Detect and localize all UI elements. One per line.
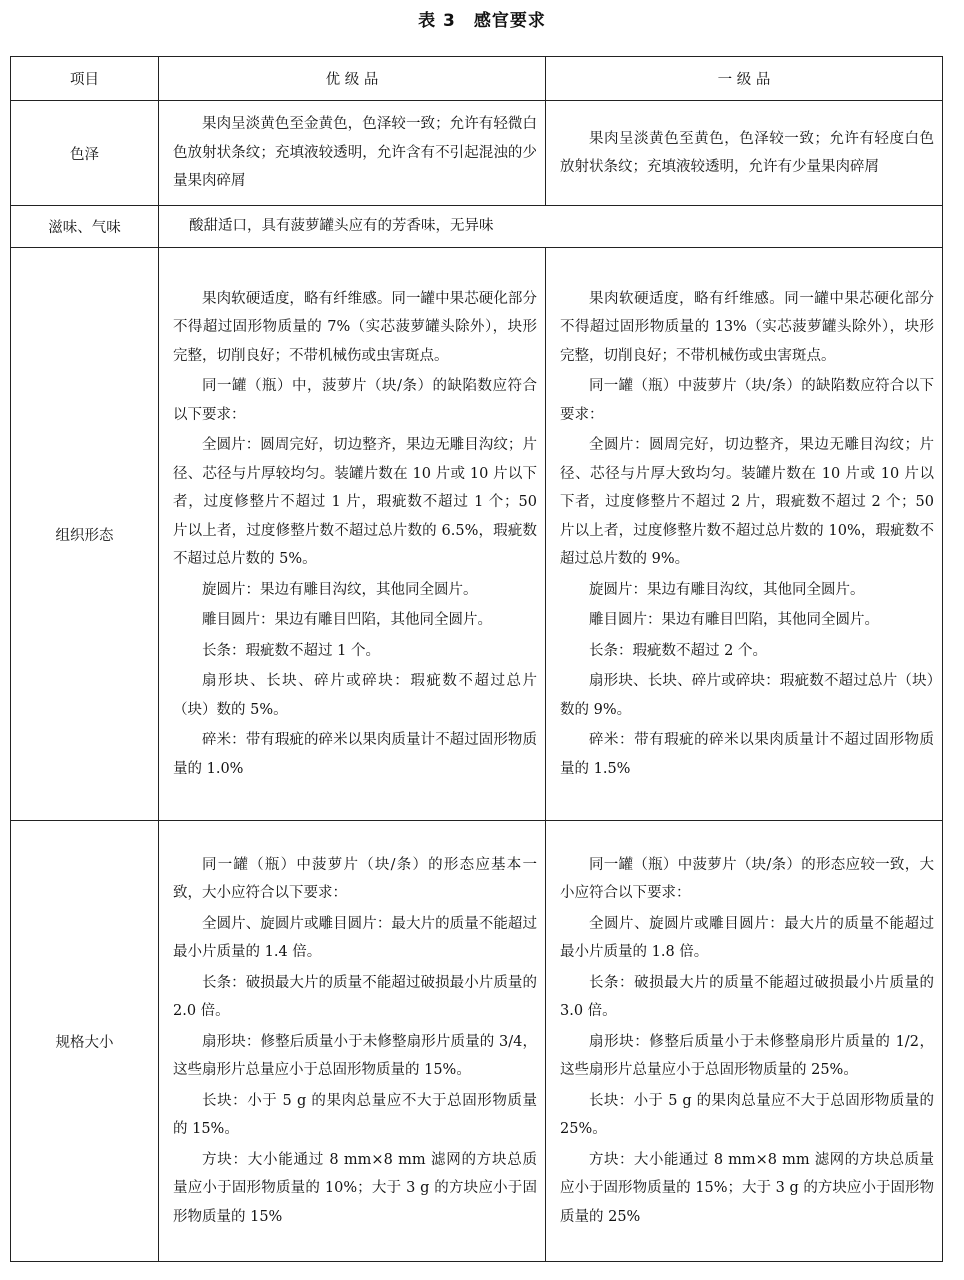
row-label-size: 规格大小 [11,821,159,1262]
row-label-color: 色泽 [11,101,159,206]
row-label-taste-odor: 滋味、气味 [11,206,159,248]
cell-paragraph: 碎米：带有瑕疵的碎米以果肉质量计不超过固形物质量的 1.0% [173,732,537,777]
size-first-cell [546,821,943,1262]
cell-paragraph: 果肉软硬适度，略有纤维感。同一罐中果芯硬化部分不得超过固形物质量的 7%（实芯菠萝罐头除外），块形完整，切削良好；不带机械伤或虫害斑点。 [173,290,537,364]
cell-paragraph: 长条：瑕疵数不超过 1 个。 [202,642,380,659]
row-label-tissue-form: 组织形态 [11,248,159,821]
color-first-cell [546,101,943,206]
cell-paragraph: 雕目圆片：果边有雕目凹陷，其他同全圆片。 [589,612,879,629]
cell-paragraph: 扇形块、长块、碎片或碎块：瑕疵数不超过总片（块）数的 5%。 [173,673,537,718]
sensory-requirements-table [10,56,943,1262]
table-row [11,101,943,206]
table-caption [0,6,964,31]
taste-odor-cell [159,206,943,248]
table-row [11,248,943,821]
table-title: 感官要求 [473,11,546,31]
cell-paragraph: 扇形块：修整后质量小于未修整扇形片质量的 1/2，这些扇形片总量应小于总固形物质量的 25%。 [560,1033,934,1079]
color-premium-cell [159,101,546,206]
cell-paragraph: 全圆片：圆周完好，切边整齐，果边无雕目沟纹；片径、芯径与片厚大致均匀。装罐片数在 10 片或 10 片以下者，过度修整片不超过 2 片，瑕疵数不超过 2 个；50 片以上者，过度修整片数不超过总片数的 10%，瑕疵数不超过总片数的 9%。 [560,437,934,568]
cell-paragraph: 扇形块：修整后质量小于未修整扇形片质量的 3/4，这些扇形片总量应小于总固形物质量的 15%。 [173,1033,537,1079]
cell-paragraph: 长条：破损最大片的质量不能超过破损最小片质量的 3.0 倍。 [560,974,934,1020]
size-premium-cell [159,821,546,1262]
cell-paragraph: 全圆片：圆周完好，切边整齐，果边无雕目沟纹；片径、芯径与片厚较均匀。装罐片数在 10 片或 10 片以下者，过度修整片不超过 1 片，瑕疵数不超过 1 个；50 片以上者，过度修整片数不超过总片数的 6.5%，瑕疵数不超过总片数的 5%。 [173,437,537,568]
header-item: 项目 [11,57,159,101]
cell-paragraph: 同一罐（瓶）中，菠萝片（块/条）的缺陷数应符合以下要求： [173,378,537,423]
cell-paragraph: 雕目圆片：果边有雕目凹陷，其他同全圆片。 [202,612,492,629]
cell-paragraph: 长块：小于 5 g 的果肉总量应不大于总固形物质量的 15%。 [173,1092,537,1138]
cell-paragraph: 同一罐（瓶）中菠萝片（块/条）的形态应基本一致，大小应符合以下要求： [173,856,537,902]
table-number: 表 3 [418,11,456,31]
cell-paragraph: 长条：瑕疵数不超过 2 个。 [589,642,767,659]
cell-paragraph: 果肉呈淡黄色至金黄色，色泽较一致；允许有轻微白色放射状条纹；充填液较透明，允许含有不引起混浊的少量果肉碎屑 [173,116,537,190]
tissue-first-cell [546,248,943,821]
table-header-row [11,57,943,101]
cell-paragraph: 同一罐（瓶）中菠萝片（块/条）的形态应较一致，大小应符合以下要求： [560,856,934,902]
cell-paragraph: 旋圆片：果边有雕目沟纹，其他同全圆片。 [202,581,478,598]
cell-paragraph: 长条：破损最大片的质量不能超过破损最小片质量的 2.0 倍。 [173,974,537,1020]
tissue-premium-cell [159,248,546,821]
cell-paragraph: 同一罐（瓶）中菠萝片（块/条）的缺陷数应符合以下要求： [560,378,934,423]
cell-paragraph: 果肉呈淡黄色至黄色，色泽较一致；允许有轻度白色放射状条纹；充填液较透明，允许有少量果肉碎屑 [560,130,934,175]
cell-paragraph: 全圆片、旋圆片或雕目圆片：最大片的质量不能超过最小片质量的 1.4 倍。 [173,915,537,961]
cell-paragraph: 碎米：带有瑕疵的碎米以果肉质量计不超过固形物质量的 1.5% [560,732,934,777]
header-premium-grade: 优 级 品 [159,57,546,101]
cell-paragraph: 酸甜适口，具有菠萝罐头应有的芳香味，无异味 [189,218,494,235]
cell-paragraph: 扇形块、长块、碎片或碎块：瑕疵数不超过总片（块）数的 9%。 [560,673,934,718]
cell-paragraph: 方块：大小能通过 8 mm×8 mm 滤网的方块总质量应小于固形物质量的 15%；大于 3 g 的方块应小于固形物质量的 25% [560,1151,934,1225]
table-row [11,206,943,248]
header-first-grade: 一 级 品 [546,57,943,101]
cell-paragraph: 旋圆片：果边有雕目沟纹，其他同全圆片。 [589,581,865,598]
cell-paragraph: 果肉软硬适度，略有纤维感。同一罐中果芯硬化部分不得超过固形物质量的 13%（实芯菠萝罐头除外），块形完整，切削良好；不带机械伤或虫害斑点。 [560,290,934,364]
table-row [11,821,943,1262]
cell-paragraph: 长块：小于 5 g 的果肉总量应不大于总固形物质量的 25%。 [560,1092,934,1138]
cell-paragraph: 全圆片、旋圆片或雕目圆片：最大片的质量不能超过最小片质量的 1.8 倍。 [560,915,934,961]
cell-paragraph: 方块：大小能通过 8 mm×8 mm 滤网的方块总质量应小于固形物质量的 10%；大于 3 g 的方块应小于固形物质量的 15% [173,1151,537,1225]
